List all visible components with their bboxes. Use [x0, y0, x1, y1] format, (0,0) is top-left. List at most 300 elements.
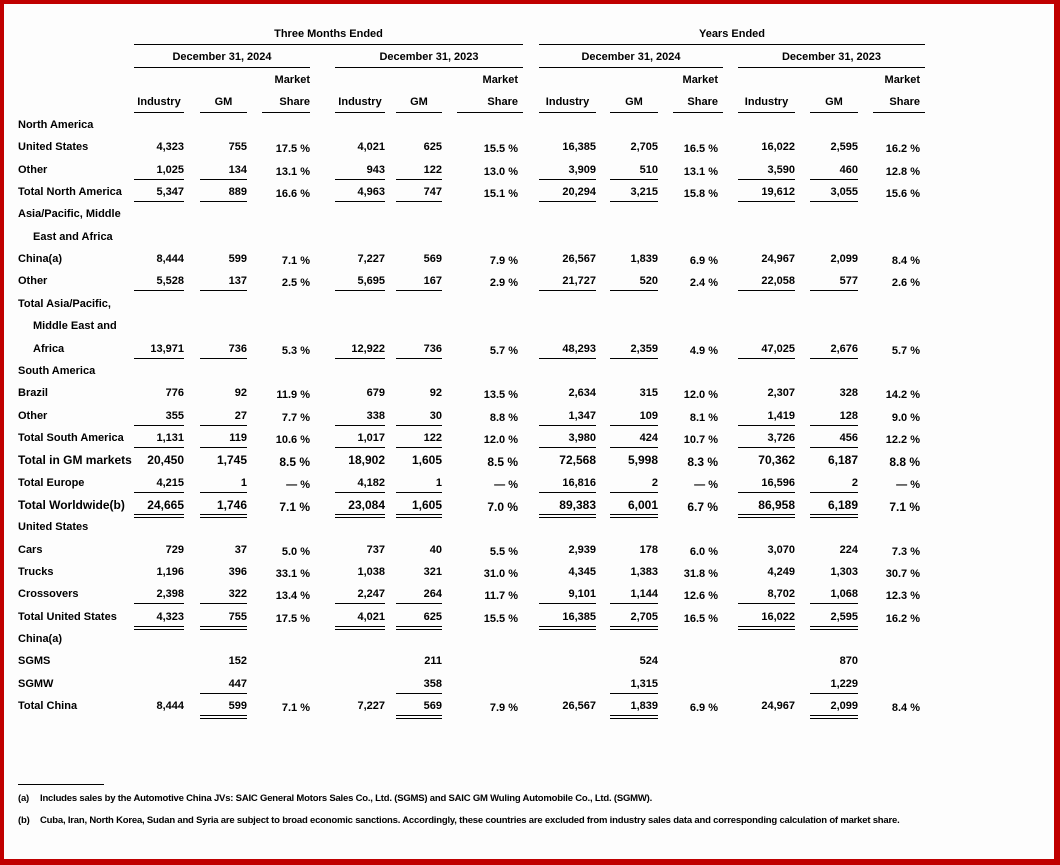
cell-share: 5.5 % [489, 545, 518, 558]
cell-gm: 736 [228, 342, 247, 355]
cell-gm: 109 [639, 409, 658, 422]
period-header-years: Years Ended [698, 28, 766, 40]
cell-share: 15.1 % [483, 188, 518, 201]
cell-gm: 424 [639, 431, 658, 444]
cell-gm: 524 [639, 655, 658, 668]
subtotal-rule [200, 425, 247, 426]
subtotal-rule [810, 358, 858, 359]
cell-industry: 5,695 [357, 275, 385, 288]
cell-industry: 16,022 [761, 610, 795, 623]
column-header-rule [134, 112, 184, 113]
cell-gm: 2,676 [830, 342, 858, 355]
column-header-rule [262, 112, 310, 113]
column-header-share: Share [487, 96, 518, 108]
cell-gm: 870 [839, 655, 858, 668]
cell-industry: 4,215 [156, 476, 184, 489]
subtotal-rule [810, 693, 858, 694]
subtotal-rule [396, 201, 442, 202]
cell-industry: 7,227 [357, 253, 385, 266]
column-header-industry: Industry [744, 96, 789, 108]
cell-gm: 569 [423, 253, 442, 266]
cell-gm: 447 [228, 677, 247, 690]
cell-industry: 1,025 [156, 163, 184, 176]
cell-gm: 6,001 [627, 497, 658, 512]
date-header: December 31, 2024 [172, 51, 272, 63]
cell-industry: 4,323 [156, 610, 184, 623]
cell-gm: 1,746 [216, 497, 247, 512]
subtotal-rule [396, 492, 442, 493]
cell-gm: 577 [839, 275, 858, 288]
cell-industry: 5,528 [156, 275, 184, 288]
row-label: Total South America [18, 431, 124, 444]
cell-share: 17.5 % [275, 143, 310, 156]
cell-industry: 4,021 [357, 610, 385, 623]
cell-share: 8.4 % [891, 702, 920, 715]
column-header-rule [738, 112, 795, 113]
cell-gm: 6,187 [827, 453, 858, 468]
subtotal-rule [738, 358, 795, 359]
cell-industry: 18,902 [348, 453, 385, 468]
subtotal-rule [335, 425, 385, 426]
cell-gm: 37 [234, 543, 247, 556]
cell-industry: 72,568 [559, 453, 596, 468]
column-header-gm: GM [625, 96, 643, 108]
cell-gm: 2,359 [630, 342, 658, 355]
cell-gm: 152 [228, 655, 247, 668]
cell-share: 31.8 % [683, 568, 718, 580]
subtotal-rule [396, 447, 442, 448]
column-header-rule [396, 112, 442, 113]
cell-share: 5.3 % [281, 344, 310, 357]
subtotal-rule [738, 447, 795, 448]
column-header-rule [673, 112, 723, 113]
cell-share: 13.0 % [483, 165, 518, 178]
column-header-rule [610, 112, 658, 113]
column-header-share: Share [687, 96, 718, 108]
section-heading: United States [18, 521, 89, 534]
cell-gm: 736 [423, 342, 442, 355]
cell-gm: 137 [228, 275, 247, 288]
subtotal-rule [810, 201, 858, 202]
cell-industry: 20,450 [147, 453, 184, 468]
cell-share: 7.9 % [489, 255, 518, 268]
cell-industry: 4,345 [568, 566, 596, 578]
subtotal-rule [134, 201, 184, 202]
cell-gm: 5,998 [627, 453, 658, 468]
cell-industry: 19,612 [761, 186, 795, 199]
cell-gm: 1,605 [411, 497, 442, 512]
cell-gm: 122 [423, 431, 442, 444]
cell-industry: 1,196 [156, 566, 184, 578]
cell-gm: 755 [228, 141, 247, 154]
cell-gm: 1,315 [630, 677, 658, 690]
subtotal-rule [539, 447, 596, 448]
cell-share: 6.9 % [689, 702, 718, 715]
cell-industry: 4,182 [357, 476, 385, 489]
period-header-three-months: Three Months Ended [274, 28, 383, 40]
cell-gm: 1,839 [630, 700, 658, 713]
cell-gm: 2 [651, 476, 658, 489]
cell-share: 4.9 % [689, 344, 718, 357]
subtotal-rule [610, 358, 658, 359]
subtotal-rule [738, 492, 795, 493]
cell-share: 16.5 % [683, 612, 718, 625]
cell-gm: 2,099 [830, 253, 858, 266]
cell-gm: 27 [234, 409, 247, 422]
row-label: Total North America [18, 186, 122, 199]
cell-industry: 12,922 [351, 342, 385, 355]
cell-gm: 2,595 [830, 610, 858, 623]
subtotal-rule [810, 447, 858, 448]
cell-share: 8.5 % [279, 455, 310, 470]
subtotal-rule [335, 358, 385, 359]
cell-gm: 460 [839, 163, 858, 176]
cell-gm: 2 [851, 476, 858, 489]
row-label: Total United States [18, 610, 117, 623]
subtotal-rule [610, 201, 658, 202]
total-double-rule [738, 626, 795, 630]
cell-gm: 1,303 [830, 566, 858, 578]
cell-share: 16.2 % [885, 143, 920, 156]
cell-share: 13.4 % [275, 590, 310, 603]
total-double-rule [200, 715, 247, 719]
subtotal-rule [539, 290, 596, 291]
cell-industry: 26,567 [562, 253, 596, 266]
cell-share: 7.3 % [891, 545, 920, 558]
cell-industry: 16,385 [562, 610, 596, 623]
cell-share: 8.3 % [687, 455, 718, 470]
total-double-rule [335, 514, 385, 518]
cell-industry: 13,971 [150, 342, 184, 355]
column-header-rule [457, 112, 523, 113]
cell-industry: 2,247 [357, 588, 385, 601]
cell-share: 12.0 % [483, 433, 518, 446]
row-label: Total China [18, 700, 78, 713]
subtotal-rule [335, 603, 385, 604]
cell-industry: 4,249 [767, 566, 795, 578]
cell-gm: 1,383 [630, 566, 658, 578]
date-header-rule [738, 67, 925, 68]
subtotal-rule [335, 492, 385, 493]
cell-industry: 2,939 [568, 543, 596, 556]
cell-share: 8.5 % [487, 455, 518, 470]
subtotal-rule [810, 603, 858, 604]
cell-industry: 3,590 [767, 163, 795, 176]
subtotal-rule [738, 425, 795, 426]
cell-share: 2.9 % [489, 277, 518, 290]
cell-gm: 224 [839, 543, 858, 556]
cell-gm: 321 [423, 566, 442, 578]
cell-industry: 8,444 [156, 253, 184, 266]
subtotal-rule [200, 290, 247, 291]
cell-share: 7.1 % [281, 255, 310, 268]
cell-industry: 776 [165, 387, 184, 400]
cell-share: 12.2 % [885, 433, 920, 446]
subtotal-rule [200, 492, 247, 493]
subtotal-rule [539, 603, 596, 604]
total-double-rule [200, 626, 247, 630]
cell-share: 7.0 % [487, 499, 518, 514]
cell-share: 30.7 % [885, 568, 920, 580]
cell-industry: 9,101 [568, 588, 596, 601]
cell-industry: 729 [165, 543, 184, 556]
subtotal-rule [738, 290, 795, 291]
cell-industry: 16,385 [562, 141, 596, 154]
subtotal-rule [610, 693, 658, 694]
total-double-rule [610, 626, 658, 630]
subtotal-rule [610, 492, 658, 493]
column-header-industry: Industry [545, 96, 590, 108]
column-header-share: Share [279, 96, 310, 108]
cell-gm: 625 [423, 610, 442, 623]
footnote-text: Cuba, Iran, North Korea, Sudan and Syria are subject to broad economic sanctions. Accordingly, these countries are excluded from industry sales data and corresponding calculation of market share. [40, 815, 900, 826]
cell-share: 11.7 % [484, 590, 518, 603]
date-header-rule [335, 67, 523, 68]
cell-industry: 16,596 [761, 476, 795, 489]
total-double-rule [610, 715, 658, 719]
date-header-rule [539, 67, 723, 68]
cell-industry: 4,323 [156, 141, 184, 154]
cell-gm: 1,839 [630, 253, 658, 266]
cell-share: 16.5 % [683, 143, 718, 156]
subtotal-rule [200, 358, 247, 359]
subtotal-rule [610, 425, 658, 426]
row-label: Total in GM markets [18, 453, 132, 468]
period-header-rule [539, 44, 925, 45]
subtotal-rule [200, 447, 247, 448]
cell-share: 7.1 % [279, 499, 310, 514]
cell-gm: 3,215 [630, 186, 658, 199]
cell-gm: 2,099 [830, 700, 858, 713]
subtotal-rule [396, 425, 442, 426]
cell-industry: 1,017 [357, 431, 385, 444]
column-header-gm: GM [410, 96, 428, 108]
subtotal-rule [134, 358, 184, 359]
subtotal-rule [610, 603, 658, 604]
subtotal-rule [134, 447, 184, 448]
date-header: December 31, 2023 [781, 51, 882, 63]
cell-share: 33.1 % [275, 568, 310, 580]
cell-gm: 322 [228, 588, 247, 601]
cell-industry: 16,816 [562, 476, 596, 489]
cell-share: 16.2 % [885, 612, 920, 625]
section-heading: North America [18, 119, 94, 131]
subtotal-rule [335, 447, 385, 448]
cell-industry: 48,293 [562, 342, 596, 355]
row-label: Cars [18, 543, 43, 556]
subtotal-rule [134, 425, 184, 426]
cell-share: 9.0 % [891, 411, 920, 424]
section-heading: Asia/Pacific, Middle [18, 208, 121, 221]
row-label: China(a) [18, 253, 62, 266]
cell-gm: 1 [435, 476, 442, 489]
cell-gm: 30 [429, 409, 442, 422]
cell-share: 10.6 % [275, 433, 310, 446]
cell-industry: 21,727 [562, 275, 596, 288]
cell-gm: 119 [229, 431, 247, 444]
cell-share: 12.0 % [683, 389, 718, 402]
subtotal-rule [810, 179, 858, 180]
cell-share: 17.5 % [275, 612, 310, 625]
cell-industry: 47,025 [761, 342, 795, 355]
cell-industry: 3,980 [568, 431, 596, 444]
total-double-rule [810, 626, 858, 630]
total-double-rule [200, 514, 247, 518]
cell-gm: 358 [423, 677, 442, 690]
total-double-rule [810, 514, 858, 518]
cell-share: 15.6 % [885, 188, 920, 201]
cell-industry: 23,084 [348, 497, 385, 512]
cell-industry: 24,665 [147, 497, 184, 512]
section-heading: South America [18, 364, 96, 377]
footnote-separator [18, 784, 104, 785]
subtotal-rule [610, 179, 658, 180]
cell-industry: 16,022 [761, 141, 795, 154]
row-label: Africa [33, 342, 65, 355]
column-header-rule [200, 112, 247, 113]
subtotal-rule [200, 603, 247, 604]
cell-share: — % [286, 478, 310, 491]
cell-gm: 92 [429, 387, 442, 400]
cell-gm: 520 [639, 275, 658, 288]
cell-gm: 1,144 [630, 588, 658, 601]
column-header-market: Market [482, 74, 518, 86]
cell-share: 12.6 % [683, 590, 718, 603]
total-double-rule [396, 626, 442, 630]
cell-industry: 4,963 [357, 186, 385, 199]
cell-share: 6.0 % [689, 545, 718, 558]
column-header-rule [539, 112, 596, 113]
cell-industry: 338 [366, 409, 385, 422]
subtotal-rule [810, 290, 858, 291]
cell-gm: 1 [240, 476, 247, 489]
footnote-tag: (a) [18, 793, 30, 804]
cell-share: 10.7 % [683, 433, 718, 446]
cell-gm: 599 [228, 253, 247, 266]
cell-gm: 396 [228, 566, 247, 578]
cell-industry: 3,070 [767, 543, 795, 556]
column-header-rule [810, 112, 858, 113]
cell-share: 15.5 % [483, 143, 518, 156]
cell-share: 5.0 % [281, 545, 310, 558]
cell-gm: 755 [228, 610, 247, 623]
cell-share: 16.6 % [275, 188, 310, 201]
row-label: Other [18, 409, 48, 422]
cell-gm: 625 [423, 141, 442, 154]
cell-gm: 134 [228, 163, 247, 176]
cell-gm: 2,705 [630, 610, 658, 623]
subtotal-rule [396, 693, 442, 694]
column-header-rule [335, 112, 385, 113]
cell-gm: 92 [234, 387, 247, 400]
cell-industry: 943 [366, 163, 385, 176]
cell-share: 2.6 % [891, 277, 920, 290]
cell-industry: 1,419 [767, 409, 795, 422]
cell-gm: 122 [423, 163, 442, 176]
subtotal-rule [810, 492, 858, 493]
section-heading: East and Africa [33, 230, 113, 243]
cell-industry: 70,362 [758, 453, 795, 468]
row-label: SGMW [18, 677, 54, 690]
column-header-rule [873, 112, 925, 113]
cell-gm: 1,068 [830, 588, 858, 601]
footnote-tag: (b) [18, 815, 30, 826]
cell-industry: 5,347 [156, 186, 184, 199]
cell-industry: 86,958 [758, 497, 795, 512]
cell-share: — % [694, 478, 718, 491]
subtotal-rule [396, 290, 442, 291]
cell-industry: 26,567 [562, 700, 596, 713]
cell-industry: 3,909 [568, 163, 596, 176]
cell-gm: 889 [228, 186, 247, 199]
subtotal-rule [200, 693, 247, 694]
row-label: Brazil [18, 387, 48, 400]
subtotal-rule [134, 179, 184, 180]
column-header-industry: Industry [338, 96, 382, 108]
cell-industry: 737 [366, 543, 385, 556]
cell-share: 8.4 % [891, 255, 920, 268]
subtotal-rule [539, 201, 596, 202]
subtotal-rule [610, 290, 658, 291]
cell-industry: 8,702 [767, 588, 795, 601]
column-header-gm: GM [214, 96, 233, 108]
cell-industry: 4,021 [357, 141, 385, 154]
subtotal-rule [335, 201, 385, 202]
cell-share: 7.7 % [281, 411, 310, 424]
subtotal-rule [396, 358, 442, 359]
cell-gm: 599 [228, 700, 247, 713]
subtotal-rule [200, 179, 247, 180]
subtotal-rule [539, 179, 596, 180]
cell-gm: 2,595 [830, 141, 858, 154]
cell-share: 2.4 % [689, 277, 718, 290]
cell-industry: 679 [366, 387, 385, 400]
total-double-rule [539, 626, 596, 630]
cell-share: 13.1 % [275, 165, 310, 178]
cell-share: 6.7 % [687, 499, 718, 514]
row-label: Total Europe [18, 476, 85, 489]
cell-share: 12.3 % [885, 590, 920, 603]
date-header-rule [134, 67, 310, 68]
cell-gm: 167 [423, 275, 442, 288]
subtotal-rule [396, 603, 442, 604]
cell-gm: 2,705 [630, 141, 658, 154]
cell-industry: 2,307 [767, 387, 795, 400]
subtotal-rule [134, 290, 184, 291]
subtotal-rule [738, 603, 795, 604]
cell-industry: 24,967 [761, 700, 795, 713]
section-heading: China(a) [18, 633, 62, 646]
subtotal-rule [200, 201, 247, 202]
cell-industry: 1,131 [156, 431, 184, 444]
total-double-rule [396, 514, 442, 518]
cell-gm: 3,055 [830, 186, 858, 199]
cell-gm: 569 [423, 700, 442, 713]
cell-share: 8.8 % [889, 455, 920, 470]
cell-gm: 510 [639, 163, 658, 176]
cell-gm: 456 [839, 431, 858, 444]
total-double-rule [396, 715, 442, 719]
cell-industry: 1,347 [568, 409, 596, 422]
cell-industry: 2,634 [568, 387, 596, 400]
cell-gm: 1,605 [411, 453, 442, 468]
subtotal-rule [539, 492, 596, 493]
cell-gm: 6,189 [827, 497, 858, 512]
subtotal-rule [134, 492, 184, 493]
subtotal-rule [738, 201, 795, 202]
column-header-share: Share [889, 96, 920, 108]
cell-gm: 747 [423, 186, 442, 199]
